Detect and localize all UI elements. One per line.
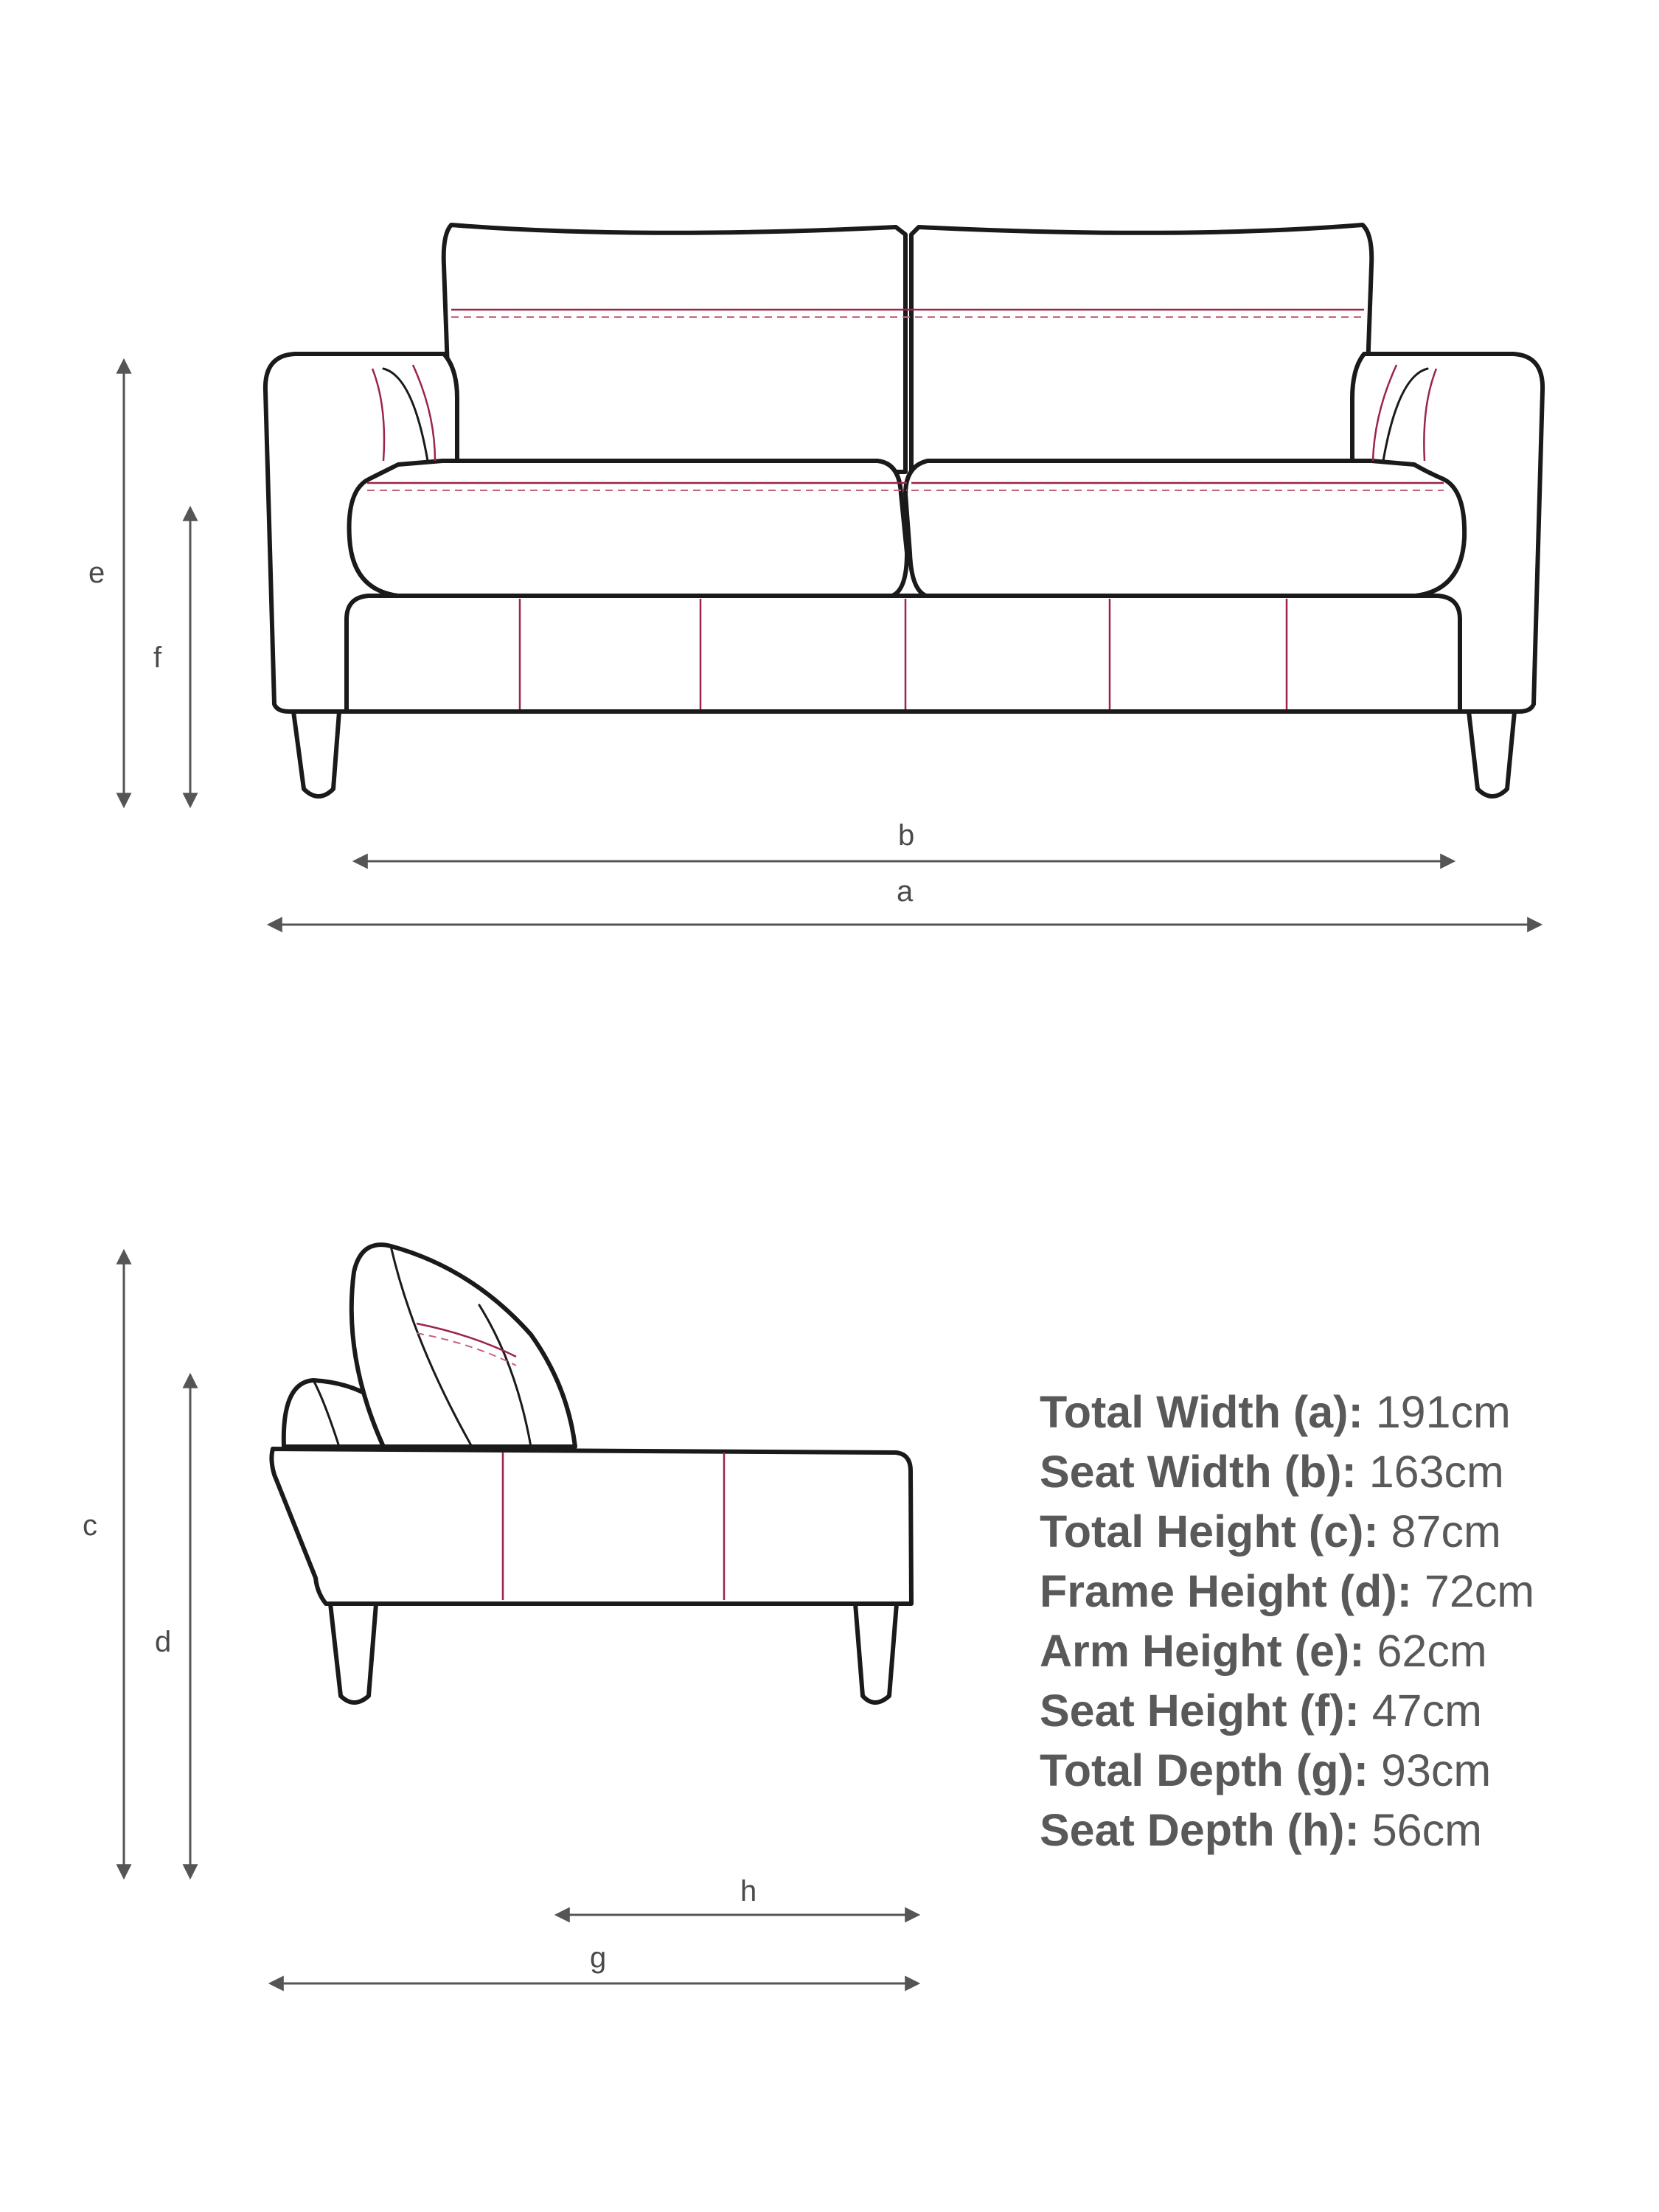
spec-value: 163cm (1356, 1447, 1504, 1497)
front-back-cushion-left (444, 225, 905, 472)
spec-value: 47cm (1359, 1686, 1482, 1736)
spec-label: Seat Width (b): (1040, 1447, 1357, 1497)
dim-label-b: b (898, 819, 915, 852)
spec-value: 93cm (1368, 1745, 1492, 1795)
spec-row-seat-width (1040, 1442, 1652, 1502)
dim-label-g: g (590, 1941, 607, 1974)
spec-value: 62cm (1364, 1626, 1487, 1676)
side-body (271, 1449, 911, 1604)
spec-value: 87cm (1378, 1506, 1501, 1557)
spec-row-total-width (1040, 1382, 1652, 1442)
spec-row-total-height (1040, 1502, 1652, 1562)
dim-label-f: f (153, 641, 162, 674)
side-back-leg (330, 1604, 376, 1703)
spec-value: 191cm (1363, 1387, 1511, 1437)
side-front-leg (855, 1604, 897, 1703)
spec-label: Seat Depth (h): (1040, 1805, 1360, 1855)
spec-row-seat-height (1040, 1681, 1652, 1741)
front-back-cushion-right (911, 225, 1371, 472)
dimensions-spec-list (1040, 1382, 1652, 1860)
spec-row-frame-height (1040, 1562, 1652, 1621)
spec-label: Frame Height (d): (1040, 1566, 1412, 1616)
spec-label: Total Height (c): (1040, 1506, 1379, 1557)
dim-label-d: d (155, 1626, 172, 1658)
front-seat-cushion-left (349, 461, 907, 596)
dim-label-h: h (740, 1875, 757, 1907)
dim-label-c: c (83, 1509, 97, 1542)
dim-label-e: e (88, 557, 105, 589)
dim-label-a: a (897, 875, 914, 908)
spec-value: 72cm (1411, 1566, 1535, 1616)
front-right-leg (1469, 712, 1514, 796)
spec-row-seat-depth (1040, 1801, 1652, 1860)
spec-value: 56cm (1359, 1805, 1482, 1855)
spec-label: Arm Height (e): (1040, 1626, 1365, 1676)
spec-label: Total Width (a): (1040, 1387, 1363, 1437)
spec-row-total-depth (1040, 1741, 1652, 1801)
front-seat-cushion-right (905, 461, 1464, 596)
spec-label: Seat Height (f): (1040, 1686, 1360, 1736)
spec-row-arm-height (1040, 1621, 1652, 1681)
front-seat-base (347, 596, 1460, 712)
front-view-sofa (265, 225, 1543, 796)
spec-label: Total Depth (g): (1040, 1745, 1369, 1795)
front-left-leg (293, 712, 339, 796)
side-view-sofa (271, 1245, 911, 1703)
side-back-pillow-large (352, 1245, 575, 1447)
